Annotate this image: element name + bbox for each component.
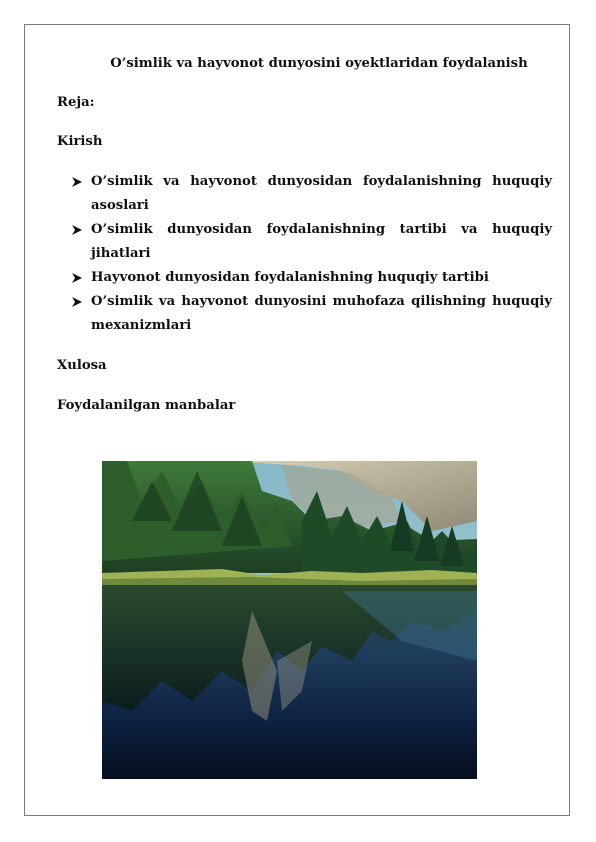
topic-item-1 [71, 170, 552, 218]
topic-item-4 [71, 290, 552, 338]
topic-item-text: O’simlik va hayvonot dunyosini muhofaza qilishning huquqiy mexanizmlari [91, 294, 552, 333]
arrowhead-bullet-icon [71, 296, 83, 308]
topic-item-2 [71, 218, 552, 266]
landscape-photo [102, 461, 477, 779]
topic-item-text: O’simlik va hayvonot dunyosidan foydalanishning huquqiy asoslari [91, 174, 552, 213]
topic-item-3 [71, 266, 552, 290]
sources-heading: Foydalanilgan manbalar [57, 398, 236, 413]
topic-item-text: O’simlik dunyosidan foydalanishning tartibi va huquqiy jihatlari [91, 222, 552, 261]
conclusion-heading: Xulosa [57, 358, 107, 373]
arrowhead-bullet-icon [71, 224, 83, 236]
plan-label: Reja: [57, 95, 95, 110]
arrowhead-bullet-icon [71, 176, 83, 188]
arrowhead-bullet-icon [71, 272, 83, 284]
intro-heading: Kirish [57, 134, 103, 149]
topic-list [71, 170, 552, 338]
topic-item-text: Hayvonot dunyosidan foydalanishning huquqiy tartibi [91, 270, 489, 285]
document-title: O’simlik va hayvonot dunyosini oyektlaridan foydalanish [110, 56, 528, 71]
